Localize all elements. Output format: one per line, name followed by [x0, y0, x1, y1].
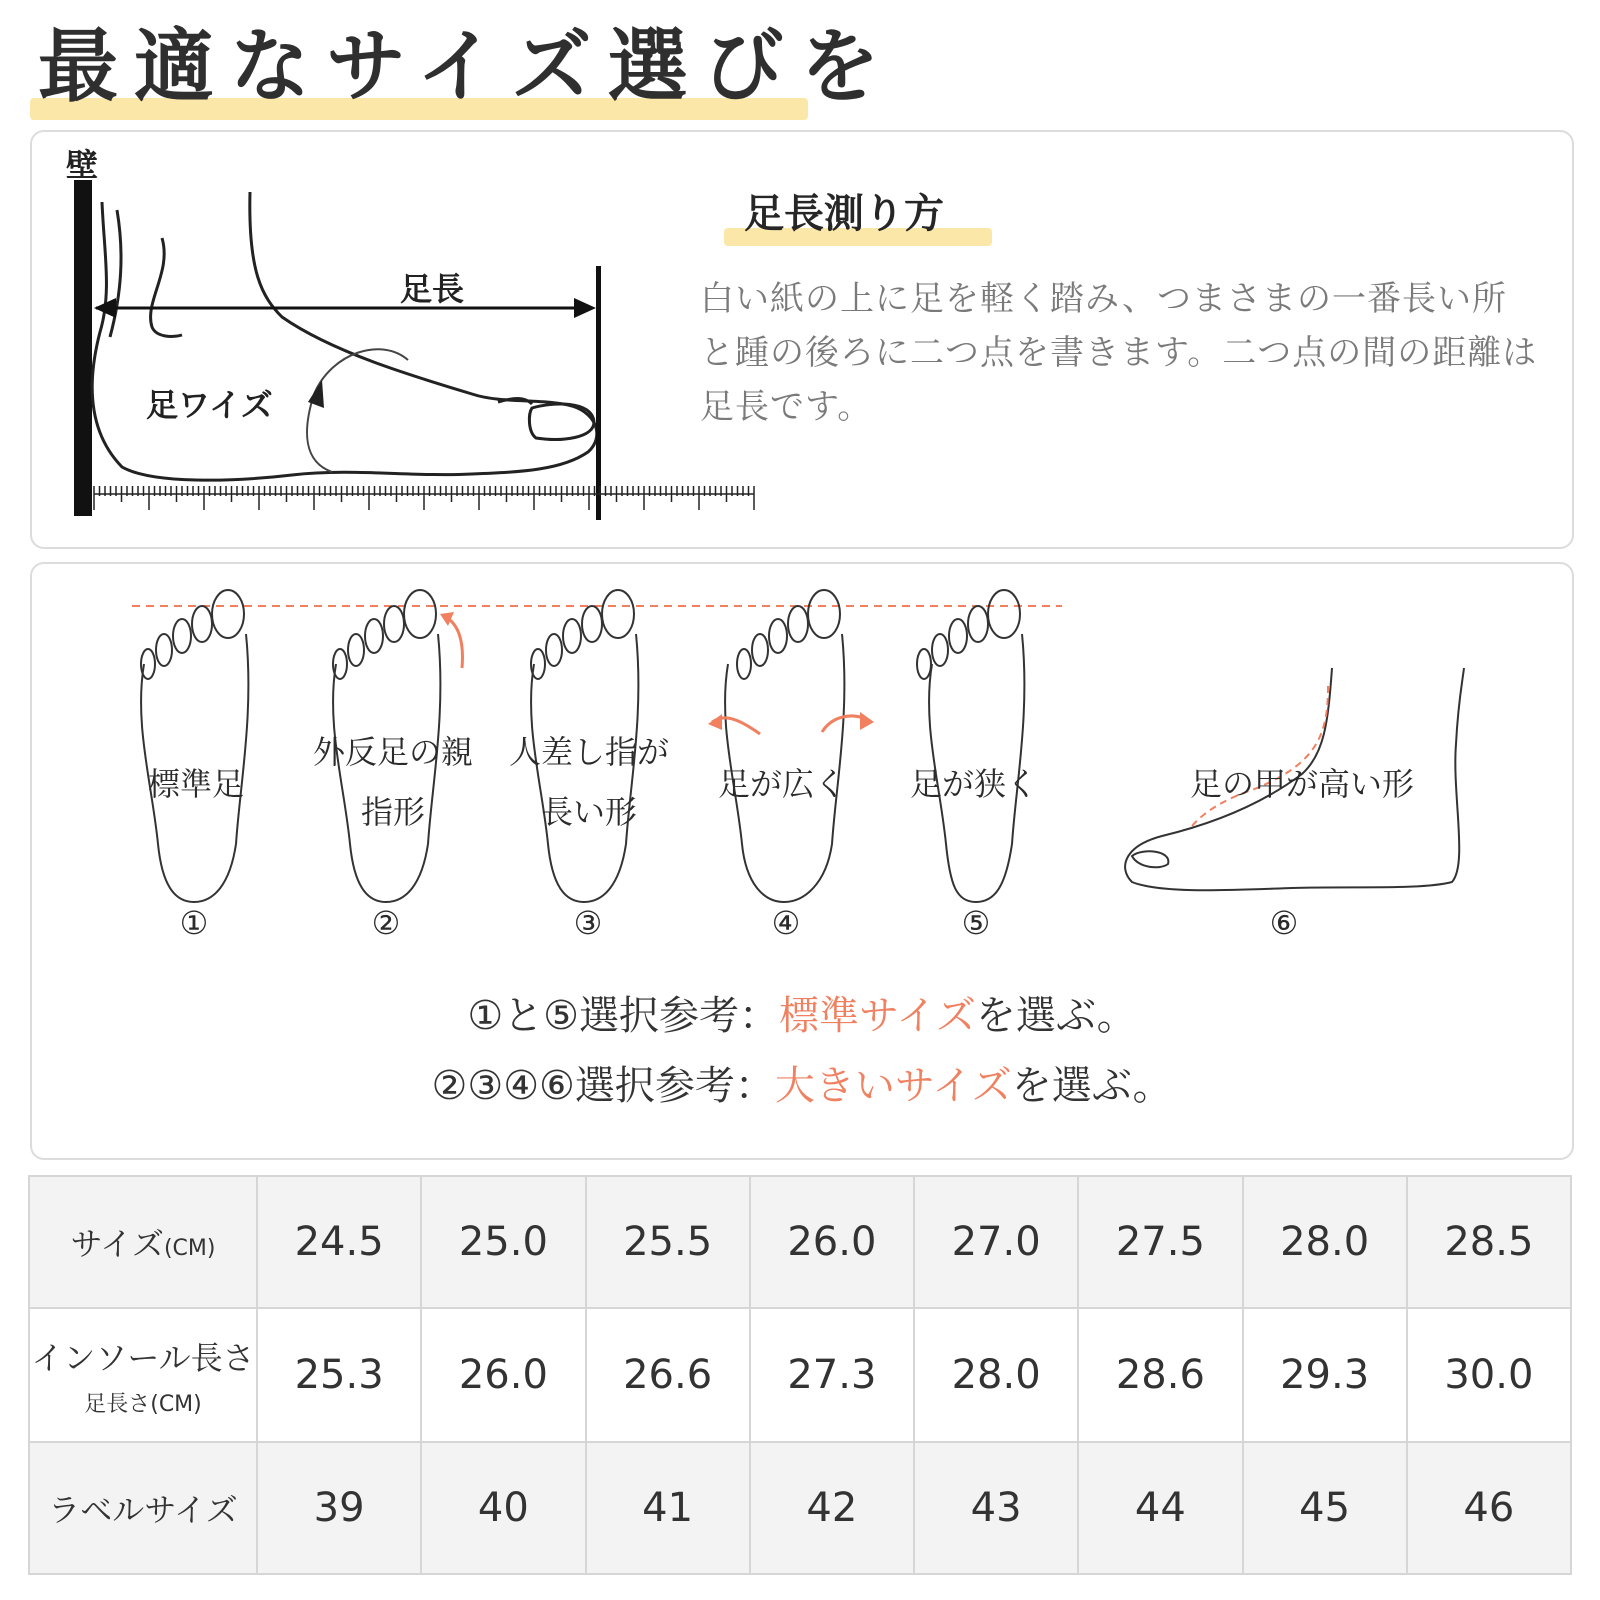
toenail: [529, 404, 594, 439]
table-row-size: [29, 1176, 1571, 1308]
foot-label-1: 標準足: [147, 765, 244, 803]
wall-label: 壁: [66, 146, 99, 184]
foot-sole-1: [141, 590, 248, 902]
measure-panel: [30, 130, 1574, 549]
size-cell: 25.0: [421, 1176, 585, 1308]
label-cell: 39: [257, 1442, 421, 1574]
insole-cell: 28.0: [914, 1308, 1078, 1442]
label-cell: 44: [1078, 1442, 1242, 1574]
length-label: 足長: [400, 270, 465, 308]
insole-sub: 足長さ(CM): [84, 1391, 202, 1417]
foot-label-6: 足の甲が高い形: [1189, 765, 1414, 803]
measure-heading: 足長測り方: [744, 191, 944, 237]
foot-sole-5: [917, 590, 1024, 902]
toe-line: [596, 266, 601, 520]
rule-standard-prefix: ①と⑤選択参考：: [467, 993, 780, 1039]
foot-num-5: ⑤: [961, 904, 991, 942]
size-cell: 24.5: [257, 1176, 421, 1308]
label-cell: 42: [750, 1442, 914, 1574]
rule-standard: [32, 984, 1572, 1041]
foot-num-1: ①: [179, 904, 209, 942]
foot-num-6: ⑥: [1269, 904, 1299, 942]
foot-sole-4: [725, 590, 844, 902]
size-cell: 27.5: [1078, 1176, 1242, 1308]
label-header: ラベルサイズ: [29, 1442, 257, 1574]
insole-cell: 26.0: [421, 1308, 585, 1442]
foot-label-3: 人差し指が長い形: [508, 733, 669, 831]
ankle-bone: [151, 238, 182, 336]
page-title-block: [30, 20, 896, 115]
ruler: [94, 486, 754, 510]
size-table: [28, 1175, 1572, 1575]
label-cell: 45: [1243, 1442, 1407, 1574]
rule-standard-suffix: を選ぶ。: [975, 993, 1137, 1039]
label-cell: 43: [914, 1442, 1078, 1574]
foot-shapes-panel: [30, 562, 1574, 1160]
insole-header-cell: [29, 1308, 257, 1442]
insole-cell: 28.6: [1078, 1308, 1242, 1442]
rule-large: [32, 1054, 1572, 1111]
insole-cell: 25.3: [257, 1308, 421, 1442]
foot-num-3: ③: [573, 904, 603, 942]
rule-large-highlight: 大きいサイズ: [774, 1063, 1012, 1109]
rule-large-suffix: を選ぶ。: [1011, 1063, 1173, 1109]
label-cell: 46: [1407, 1442, 1571, 1574]
insole-cell: 27.3: [750, 1308, 914, 1442]
size-cell: 25.5: [586, 1176, 750, 1308]
foot-label-4: 足が広く: [717, 765, 846, 803]
foot-num-4: ④: [771, 904, 801, 942]
size-header-cell: [29, 1176, 257, 1308]
rule-large-prefix: ②③④⑥選択参考：: [431, 1063, 775, 1109]
page-title: 最適なサイズ選びを: [38, 20, 896, 113]
foot-label-2: 外反足の親指形: [312, 733, 473, 831]
table-row-insole: [29, 1308, 1571, 1442]
size-cell: 28.5: [1407, 1176, 1571, 1308]
insole-cell: 26.6: [586, 1308, 750, 1442]
width-label: 足ワイズ: [146, 386, 273, 424]
table-row-label: [29, 1442, 1571, 1574]
rule-standard-highlight: 標準サイズ: [779, 993, 976, 1039]
insole-cell: 29.3: [1243, 1308, 1407, 1442]
leg-line: [110, 210, 121, 337]
insole-cell: 30.0: [1407, 1308, 1571, 1442]
size-cell: 28.0: [1243, 1176, 1407, 1308]
size-header: サイズ: [70, 1225, 164, 1263]
insole-header: インソール長さ: [31, 1338, 255, 1377]
wall-bar: [74, 180, 92, 516]
label-cell: 40: [421, 1442, 585, 1574]
foot-label-5: 足が狭く: [909, 765, 1038, 803]
size-unit: (CM): [163, 1236, 216, 1261]
foot-num-2: ②: [371, 904, 401, 942]
size-cell: 26.0: [750, 1176, 914, 1308]
measure-description: 白い紙の上に足を軽く踏み、つまさまの一番長い所と踵の後ろに二つ点を書きます。二つ点の間の距離は足長です。: [700, 279, 1538, 427]
size-cell: 27.0: [914, 1176, 1078, 1308]
label-cell: 41: [586, 1442, 750, 1574]
